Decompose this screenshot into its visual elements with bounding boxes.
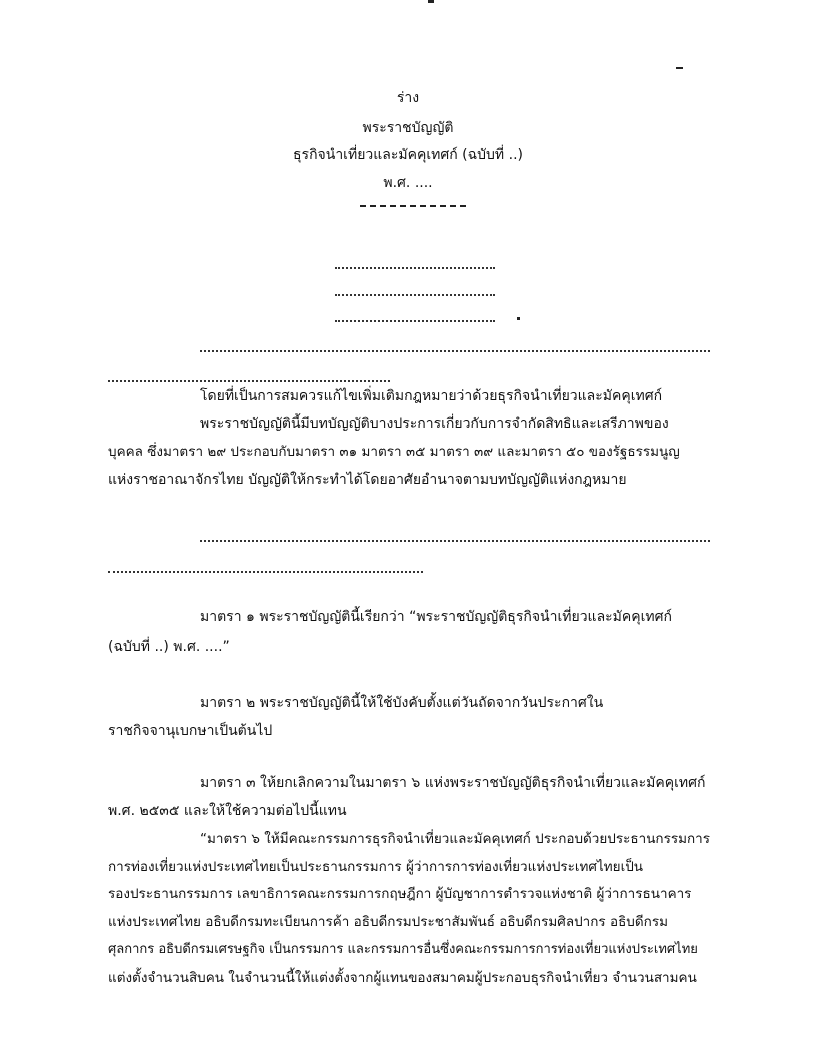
scan-mark bbox=[676, 67, 683, 69]
preamble-line: บุคคล ซึ่งมาตรา ๒๙ ประกอบกับมาตรา ๓๑ มาตรา ๓๕ มาตรา ๓๙ และมาตรา ๕๐ ของรัฐธรรมนูญ bbox=[108, 444, 680, 460]
placeholder-line bbox=[335, 294, 495, 296]
enactment-line bbox=[108, 571, 423, 573]
section-3-line: พ.ศ. ๒๕๓๕ และให้ใช้ความต่อไปนี้แทน bbox=[108, 803, 347, 819]
enactment-line bbox=[108, 380, 390, 382]
preamble-line: แห่งราชอาณาจักรไทย บัญญัติให้กระทำได้โดยอาศัยอำนาจตามบทบัญญัติแห่งกฎหมาย bbox=[108, 472, 627, 488]
section-3-line: แห่งประเทศไทย อธิบดีกรมทะเบียนการค้า อธิบดีกรมประชาสัมพันธ์ อธิบดีกรมศิลปากร อธิบดีกรม bbox=[108, 914, 668, 930]
scan-mark bbox=[428, 0, 434, 3]
scan-mark bbox=[517, 317, 520, 320]
section-3-line: มาตรา ๓ ให้ยกเลิกความในมาตรา ๖ แห่งพระราชบัญญัติธุรกิจนำเที่ยวและมัคคุเทศก์ bbox=[200, 775, 706, 791]
placeholder-line bbox=[335, 320, 495, 322]
section-3-line: ศุลกากร อธิบดีกรมเศรษฐกิจ เป็นกรรมการ และกรรมการอื่นซึ่งคณะกรรมการการท่องเที่ยวแห่งประเทศไทย bbox=[108, 942, 698, 957]
era-line: พ.ศ. .... bbox=[383, 175, 433, 191]
section-1-line: มาตรา ๑ พระราชบัญญัตินี้เรียกว่า “พระราชบัญญัติธุรกิจนำเที่ยวและมัคคุเทศก์ bbox=[200, 609, 673, 625]
draft-label: ร่าง bbox=[396, 90, 420, 106]
act-subtitle: ธุรกิจนำเที่ยวและมัคคุเทศก์ (ฉบับที่ ..) bbox=[293, 147, 523, 163]
act-title: พระราชบัญญัติ bbox=[362, 120, 454, 136]
enactment-line bbox=[200, 540, 710, 542]
section-1-line: (ฉบับที่ ..) พ.ศ. ....” bbox=[108, 639, 230, 655]
section-3-line: การท่องเที่ยวแห่งประเทศไทยเป็นประธานกรรมการ ผู้ว่าการการท่องเที่ยวแห่งประเทศไทยเป็น bbox=[108, 859, 643, 875]
title-separator bbox=[360, 205, 466, 207]
preamble-line: โดยที่เป็นการสมควรแก้ไขเพิ่มเติมกฎหมายว่าด้วยธุรกิจนำเที่ยวและมัคคุเทศก์ bbox=[200, 388, 663, 404]
section-3-line: “มาตรา ๖ ให้มีคณะกรรมการธุรกิจนำเที่ยวและมัคคุเทศก์ ประกอบด้วยประธานกรรมการ bbox=[200, 831, 711, 847]
section-2-line: ราชกิจจานุเบกษาเป็นต้นไป bbox=[108, 723, 273, 739]
placeholder-line bbox=[335, 267, 495, 269]
preamble-line: พระราชบัญญัตินี้มีบทบัญญัติบางประการเกี่ยวกับการจำกัดสิทธิและเสรีภาพของ bbox=[200, 416, 669, 432]
section-3-line: แต่งตั้งจำนวนสิบคน ในจำนวนนี้ให้แต่งตั้งจากผู้แทนของสมาคมผู้ประกอบธุรกิจนำเที่ยว จำนวนสามคน bbox=[108, 970, 697, 986]
enactment-line bbox=[200, 350, 710, 352]
section-3-line: รองประธานกรรมการ เลขาธิการคณะกรรมการกฤษฎีกา ผู้บัญชาการตำรวจแห่งชาติ ผู้ว่าการธนาคาร bbox=[108, 886, 692, 902]
section-2-line: มาตรา ๒ พระราชบัญญัตินี้ให้ใช้บังคับตั้งแต่วันถัดจากวันประกาศใน bbox=[200, 695, 604, 711]
